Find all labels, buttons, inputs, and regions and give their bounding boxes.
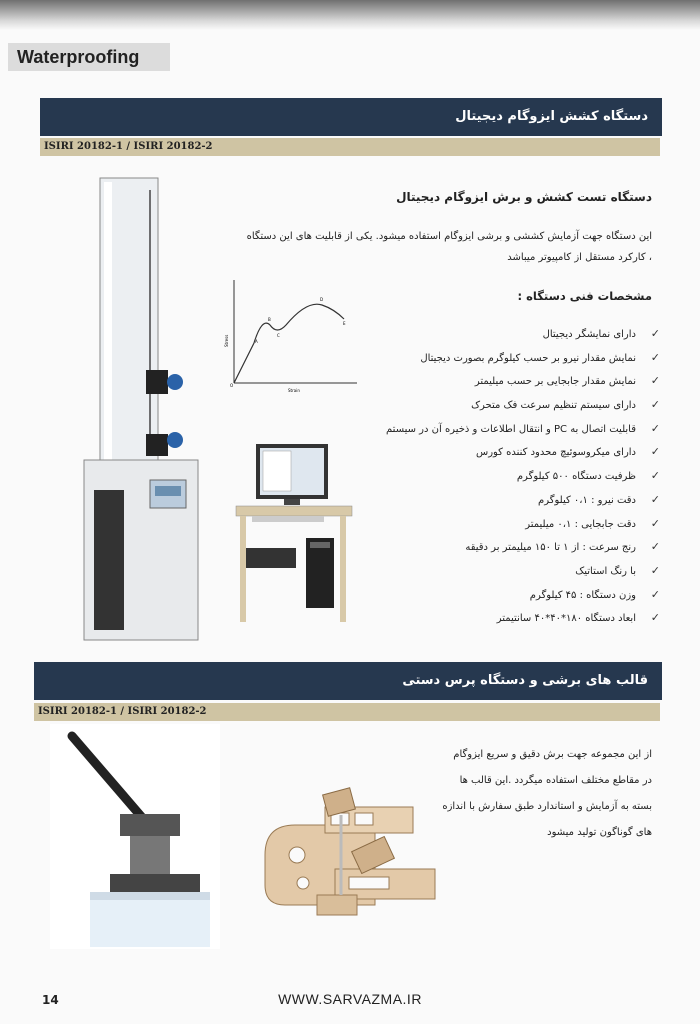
spec-item: ✓نمایش مقدار جابجایی بر حسب میلیمتر: [386, 369, 660, 393]
check-icon: ✓: [650, 611, 660, 625]
section1-standard-bar: [40, 138, 660, 156]
website-url: WWW.SARVAZMA.IR: [278, 991, 422, 1007]
spec-item: ✓ظرفیت دستگاه ۵۰۰ کیلوگرم: [386, 464, 660, 488]
section2-title-band: [34, 662, 662, 700]
graph-point-label: D: [320, 297, 324, 302]
stress-strain-graph: [222, 275, 362, 400]
computer-desk-image: [232, 442, 357, 627]
spec-item: ✓دارای سیستم تنظیم سرعت فک متحرک: [386, 393, 660, 417]
graph-x-label: Strain: [288, 388, 300, 393]
check-icon: ✓: [650, 587, 660, 601]
spec-item: ✓رنج سرعت : از ۱ تا ۱۵۰ میلیمتر بر دقیقه: [386, 535, 660, 559]
top-shadow: [0, 0, 700, 30]
spec-item: ✓دارای میکروسوئیچ محدود کننده کورس: [386, 440, 660, 464]
check-icon: ✓: [650, 445, 660, 459]
spec-item: ✓ابعاد دستگاه ۱۸۰*۴۰*۴۰ سانتیمتر: [386, 606, 660, 630]
spec-item: ✓قابلیت اتصال به PC و انتقال اطلاعات و ذخیره آن در سیستم: [386, 417, 660, 441]
section1-intro: این دستگاه جهت آزمایش کششی و برشی ایزوگام استفاده میشود. یکی از قابلیت های این دستگاه ، کارکرد مستقل از کامپیوتر میباشد: [246, 231, 652, 263]
section1-title-band: [40, 98, 662, 136]
tensile-tester-image: [80, 170, 220, 650]
section2-description: از این مجموعه جهت برش دقیق و سریع ایزوگام در مقاطع مختلف استفاده میگردد .این قالب ها بسته به آزمایش و استاندارد طبق سفارش با اندازه های گوناگون تولید میشود: [442, 749, 652, 838]
section2-standard: ISIRI 20182-1 / ISIRI 20182-2: [38, 706, 207, 717]
check-icon: ✓: [650, 469, 660, 483]
graph-point-label: E: [343, 321, 346, 326]
section2-title: قالب های برشی و دستگاه پرس دستی: [402, 673, 648, 688]
page-number: 14: [42, 993, 59, 1007]
graph-point-label: O: [230, 383, 234, 388]
check-icon: ✓: [650, 516, 660, 530]
graph-point-label: B: [268, 317, 271, 322]
graph-point-label: A: [255, 339, 258, 344]
category-label: Waterproofing: [8, 43, 170, 71]
spec-item: ✓نمایش مقدار نیرو بر حسب کیلوگرم بصورت دیجیتال: [386, 346, 660, 370]
section1-standard: ISIRI 20182-1 / ISIRI 20182-2: [44, 141, 213, 152]
section1-title: دستگاه کشش ایزوگام دیجیتال: [455, 109, 648, 124]
cutting-dies-image: [255, 785, 445, 925]
check-icon: ✓: [650, 398, 660, 412]
section2-standard-bar: [34, 703, 660, 721]
section1-heading: دستگاه تست کشش و برش ایزوگام دیجیتال: [396, 190, 652, 204]
check-icon: ✓: [650, 492, 660, 506]
spec-item: ✓دقت جابجایی : ۰،۱ میلیمتر: [386, 512, 660, 536]
check-icon: ✓: [650, 540, 660, 554]
spec-item: ✓دارای نمایشگر دیجیتال: [386, 322, 660, 346]
manual-press-image: [50, 724, 220, 949]
graph-y-label: Stress: [224, 334, 229, 347]
check-icon: ✓: [650, 374, 660, 388]
check-icon: ✓: [650, 421, 660, 435]
check-icon: ✓: [650, 350, 660, 364]
spec-item: ✓وزن دستگاه : ۴۵ کیلوگرم: [386, 583, 660, 607]
specs-list: [386, 322, 660, 630]
spec-item: ✓با رنگ استاتیک: [386, 559, 660, 583]
check-icon: ✓: [650, 563, 660, 577]
spec-item: ✓دقت نیرو : ۰،۱ کیلوگرم: [386, 488, 660, 512]
specs-heading: مشخصات فنی دستگاه :: [517, 289, 652, 303]
check-icon: ✓: [650, 327, 660, 340]
graph-point-label: C: [277, 333, 280, 338]
